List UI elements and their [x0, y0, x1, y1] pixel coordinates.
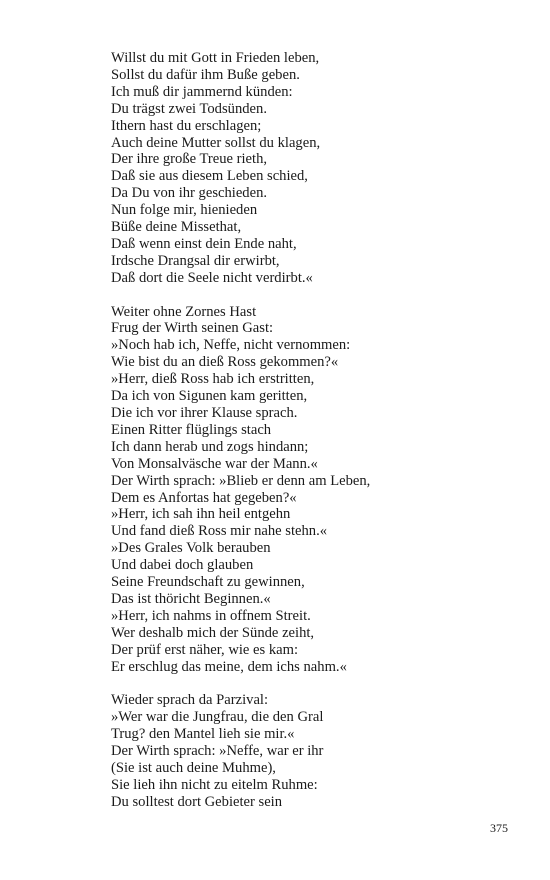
verse-line: Seine Freundschaft zu gewinnen,	[111, 574, 305, 591]
verse-line: »Noch hab ich, Neffe, nicht vernommen:	[111, 337, 351, 354]
verse-line: Wer deshalb mich der Sünde zeiht,	[111, 624, 315, 641]
stanza	[111, 304, 511, 676]
page-number: 375	[490, 821, 508, 835]
verse-line: Daß wenn einst dein Ende naht,	[111, 235, 297, 252]
verse-line: Daß sie aus diesem Leben schied,	[111, 168, 308, 185]
verse-line: Sie lieh ihn nicht zu eitelm Ruhme:	[111, 776, 318, 793]
verse-line: Nun folge mir, hienieden	[111, 202, 258, 219]
verse-line: Weiter ohne Zornes Hast	[111, 303, 257, 320]
verse-line: Der ihre große Treue rieth,	[111, 151, 268, 168]
verse-line: Wieder sprach da Parzival:	[111, 692, 269, 709]
verse-line: »Herr, dieß Ross hab ich erstritten,	[111, 371, 315, 388]
verse-line: Dem es Anfortas hat gegeben?«	[111, 489, 297, 506]
stanza	[111, 692, 511, 810]
verse-line: Da ich von Sigunen kam geritten,	[111, 388, 308, 405]
verse-line: »Wer war die Jungfrau, die den Gral	[111, 709, 324, 726]
verse-line: Sollst du dafür ihm Buße geben.	[111, 66, 300, 83]
verse-line: »Herr, ich nahms in offnem Streit.	[111, 607, 311, 624]
verse-line: Ich muß dir jammernd künden:	[111, 83, 293, 100]
verse-line: Büße deine Missethat,	[111, 219, 242, 236]
verse-line: Irdsche Drangsal dir erwirbt,	[111, 252, 280, 269]
verse-line: Die ich vor ihrer Klause sprach.	[111, 405, 298, 422]
verse-line: Du trägst zwei Todsünden.	[111, 100, 267, 117]
verse-line: Trug? den Mantel lieh sie mir.«	[111, 726, 295, 743]
poem-text	[111, 50, 511, 811]
verse-line: Ithern hast du erschlagen;	[111, 117, 262, 134]
verse-line: »Des Grales Volk berauben	[111, 540, 271, 557]
verse-line: Du solltest dort Gebieter sein	[111, 793, 283, 810]
verse-line: Der Wirth sprach: »Neffe, war er ihr	[111, 743, 324, 760]
verse-line: Auch deine Mutter sollst du klagen,	[111, 134, 321, 151]
verse-line: Von Monsalväsche war der Mann.«	[111, 455, 318, 472]
verse-line: Wie bist du an dieß Ross gekommen?«	[111, 354, 339, 371]
verse-line: Willst du mit Gott in Frieden leben,	[111, 50, 320, 66]
verse-line: Er erschlug das meine, dem ichs nahm.«	[111, 658, 347, 675]
verse-line: Daß dort die Seele nicht verdirbt.«	[111, 269, 313, 286]
verse-line: Einen Ritter flüglings stach	[111, 421, 272, 438]
verse-line: Der Wirth sprach: »Blieb er denn am Leben,	[111, 472, 371, 489]
stanza	[111, 50, 511, 287]
verse-line: »Herr, ich sah ihn heil entgehn	[111, 506, 291, 523]
verse-line: (Sie ist auch deine Muhme),	[111, 760, 276, 777]
verse-line: Und dabei doch glauben	[111, 557, 254, 574]
verse-line: Und fand dieß Ross mir nahe stehn.«	[111, 523, 328, 540]
verse-line: Da Du von ihr geschieden.	[111, 185, 268, 202]
verse-line: Das ist thöricht Beginnen.«	[111, 590, 271, 607]
verse-line: Der prüf erst näher, wie es kam:	[111, 641, 299, 658]
verse-line: Frug der Wirth seinen Gast:	[111, 320, 274, 337]
verse-line: Ich dann herab und zogs hindann;	[111, 438, 309, 455]
